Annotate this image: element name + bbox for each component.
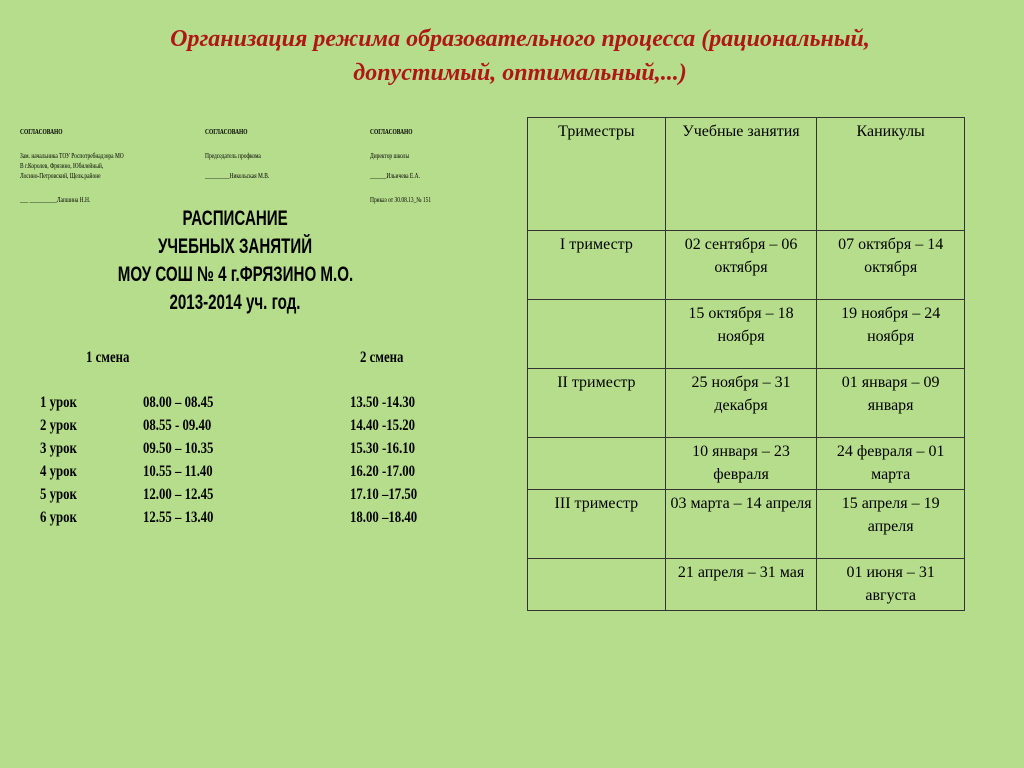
lesson-time-shift2: 15.30 -16.10 [350,440,416,457]
table-cell: 21 апреля – 31 мая [665,559,817,611]
table-cell: 15 октября – 18 ноября [665,300,817,369]
table-row [528,438,965,490]
table-cell: 15 апреля – 19 апреля [817,490,965,559]
approval-order: Приказ от 30.08.13_№ 151 [370,196,432,204]
approval-signature: ___ __________Лапшина Н.Н. [20,196,91,204]
table-cell: 03 марта – 14 апреля [665,490,817,559]
lesson-time-shift1: 08.55 - 09.40 [143,417,212,434]
trimester-table [527,117,965,611]
lesson-name: 5 урок [40,486,77,503]
slide-title-line2: допустимый, оптимальный,...) [353,60,687,86]
approval-line: ______Ильичева Е.А. [370,172,420,180]
approval-head: СОГЛАСОВАНО [370,128,413,136]
lesson-name: 6 урок [40,509,77,526]
lesson-time-shift2: 14.40 -15.20 [350,417,416,434]
lesson-time-shift2: 18.00 –18.40 [350,509,418,526]
lesson-name: 2 урок [40,417,77,434]
approval-line: Директор школы [370,152,410,160]
table-cell: 19 ноября – 24 ноября [817,300,965,369]
lesson-name: 1 урок [40,394,77,411]
table-row [528,231,965,300]
table-cell: 10 января – 23 февраля [665,438,817,490]
lesson-time-shift2: 16.20 -17.00 [350,463,416,480]
table-cell: III триместр [528,490,666,559]
approval-line: Лосино-Петровский, Щелк.районе [20,172,101,180]
table-row [528,369,965,438]
lesson-time-shift1: 10.55 – 11.40 [143,463,213,480]
header-trimesters: Триместры [528,118,666,231]
schedule-heading-2: УЧЕБНЫХ ЗАНЯТИЙ [157,235,313,258]
table-cell: 25 ноября – 31 декабря [665,369,817,438]
approval-line: _________Никольская М.В. [205,172,270,180]
table-cell: 01 июня – 31 августа [817,559,965,611]
schedule-heading-1: РАСПИСАНИЕ [182,207,288,230]
table-cell [528,438,666,490]
table-cell: 01 января – 09 января [817,369,965,438]
table-cell [528,300,666,369]
header-holidays: Каникулы [817,118,965,231]
table-row [528,300,965,369]
table-cell: 24 февраля – 01 марта [817,438,965,490]
lesson-time-shift1: 12.55 – 13.40 [143,509,214,526]
table-header-row [528,118,965,231]
shift-1-label: 1 смена [86,349,130,366]
lesson-time-shift2: 13.50 -14.30 [350,394,416,411]
lesson-time-shift1: 08.00 – 08.45 [143,394,214,411]
approval-head: СОГЛАСОВАНО [20,128,63,136]
lesson-name: 3 урок [40,440,77,457]
lesson-time-shift1: 12.00 – 12.45 [143,486,214,503]
schedule-heading-4: 2013-2014 уч. год. [169,291,301,314]
table-cell: 02 сентября – 06 октября [665,231,817,300]
slide-title [60,22,980,90]
shift-2-label: 2 смена [360,349,404,366]
slide-title-line1: Организация режима образовательного процесса (рациональный, [170,26,870,52]
approval-line: В г.Королев, Фрязино, Юбилейный, [20,162,104,170]
lesson-name: 4 урок [40,463,77,480]
approval-line: Зам. начальника ТОУ Роспотребнадзора МО [20,152,124,160]
table-row [528,559,965,611]
lesson-time-shift1: 09.50 – 10.35 [143,440,214,457]
lesson-time-shift2: 17.10 –17.50 [350,486,418,503]
schedule-heading-3: МОУ СОШ № 4 г.ФРЯЗИНО М.О. [117,263,353,286]
approval-line: Председатель профкома [205,152,261,160]
table-row [528,490,965,559]
header-lessons: Учебные занятия [665,118,817,231]
table-cell: II триместр [528,369,666,438]
table-cell [528,559,666,611]
approval-head: СОГЛАСОВАНО [205,128,248,136]
table-cell: I триместр [528,231,666,300]
table-cell: 07 октября – 14 октября [817,231,965,300]
